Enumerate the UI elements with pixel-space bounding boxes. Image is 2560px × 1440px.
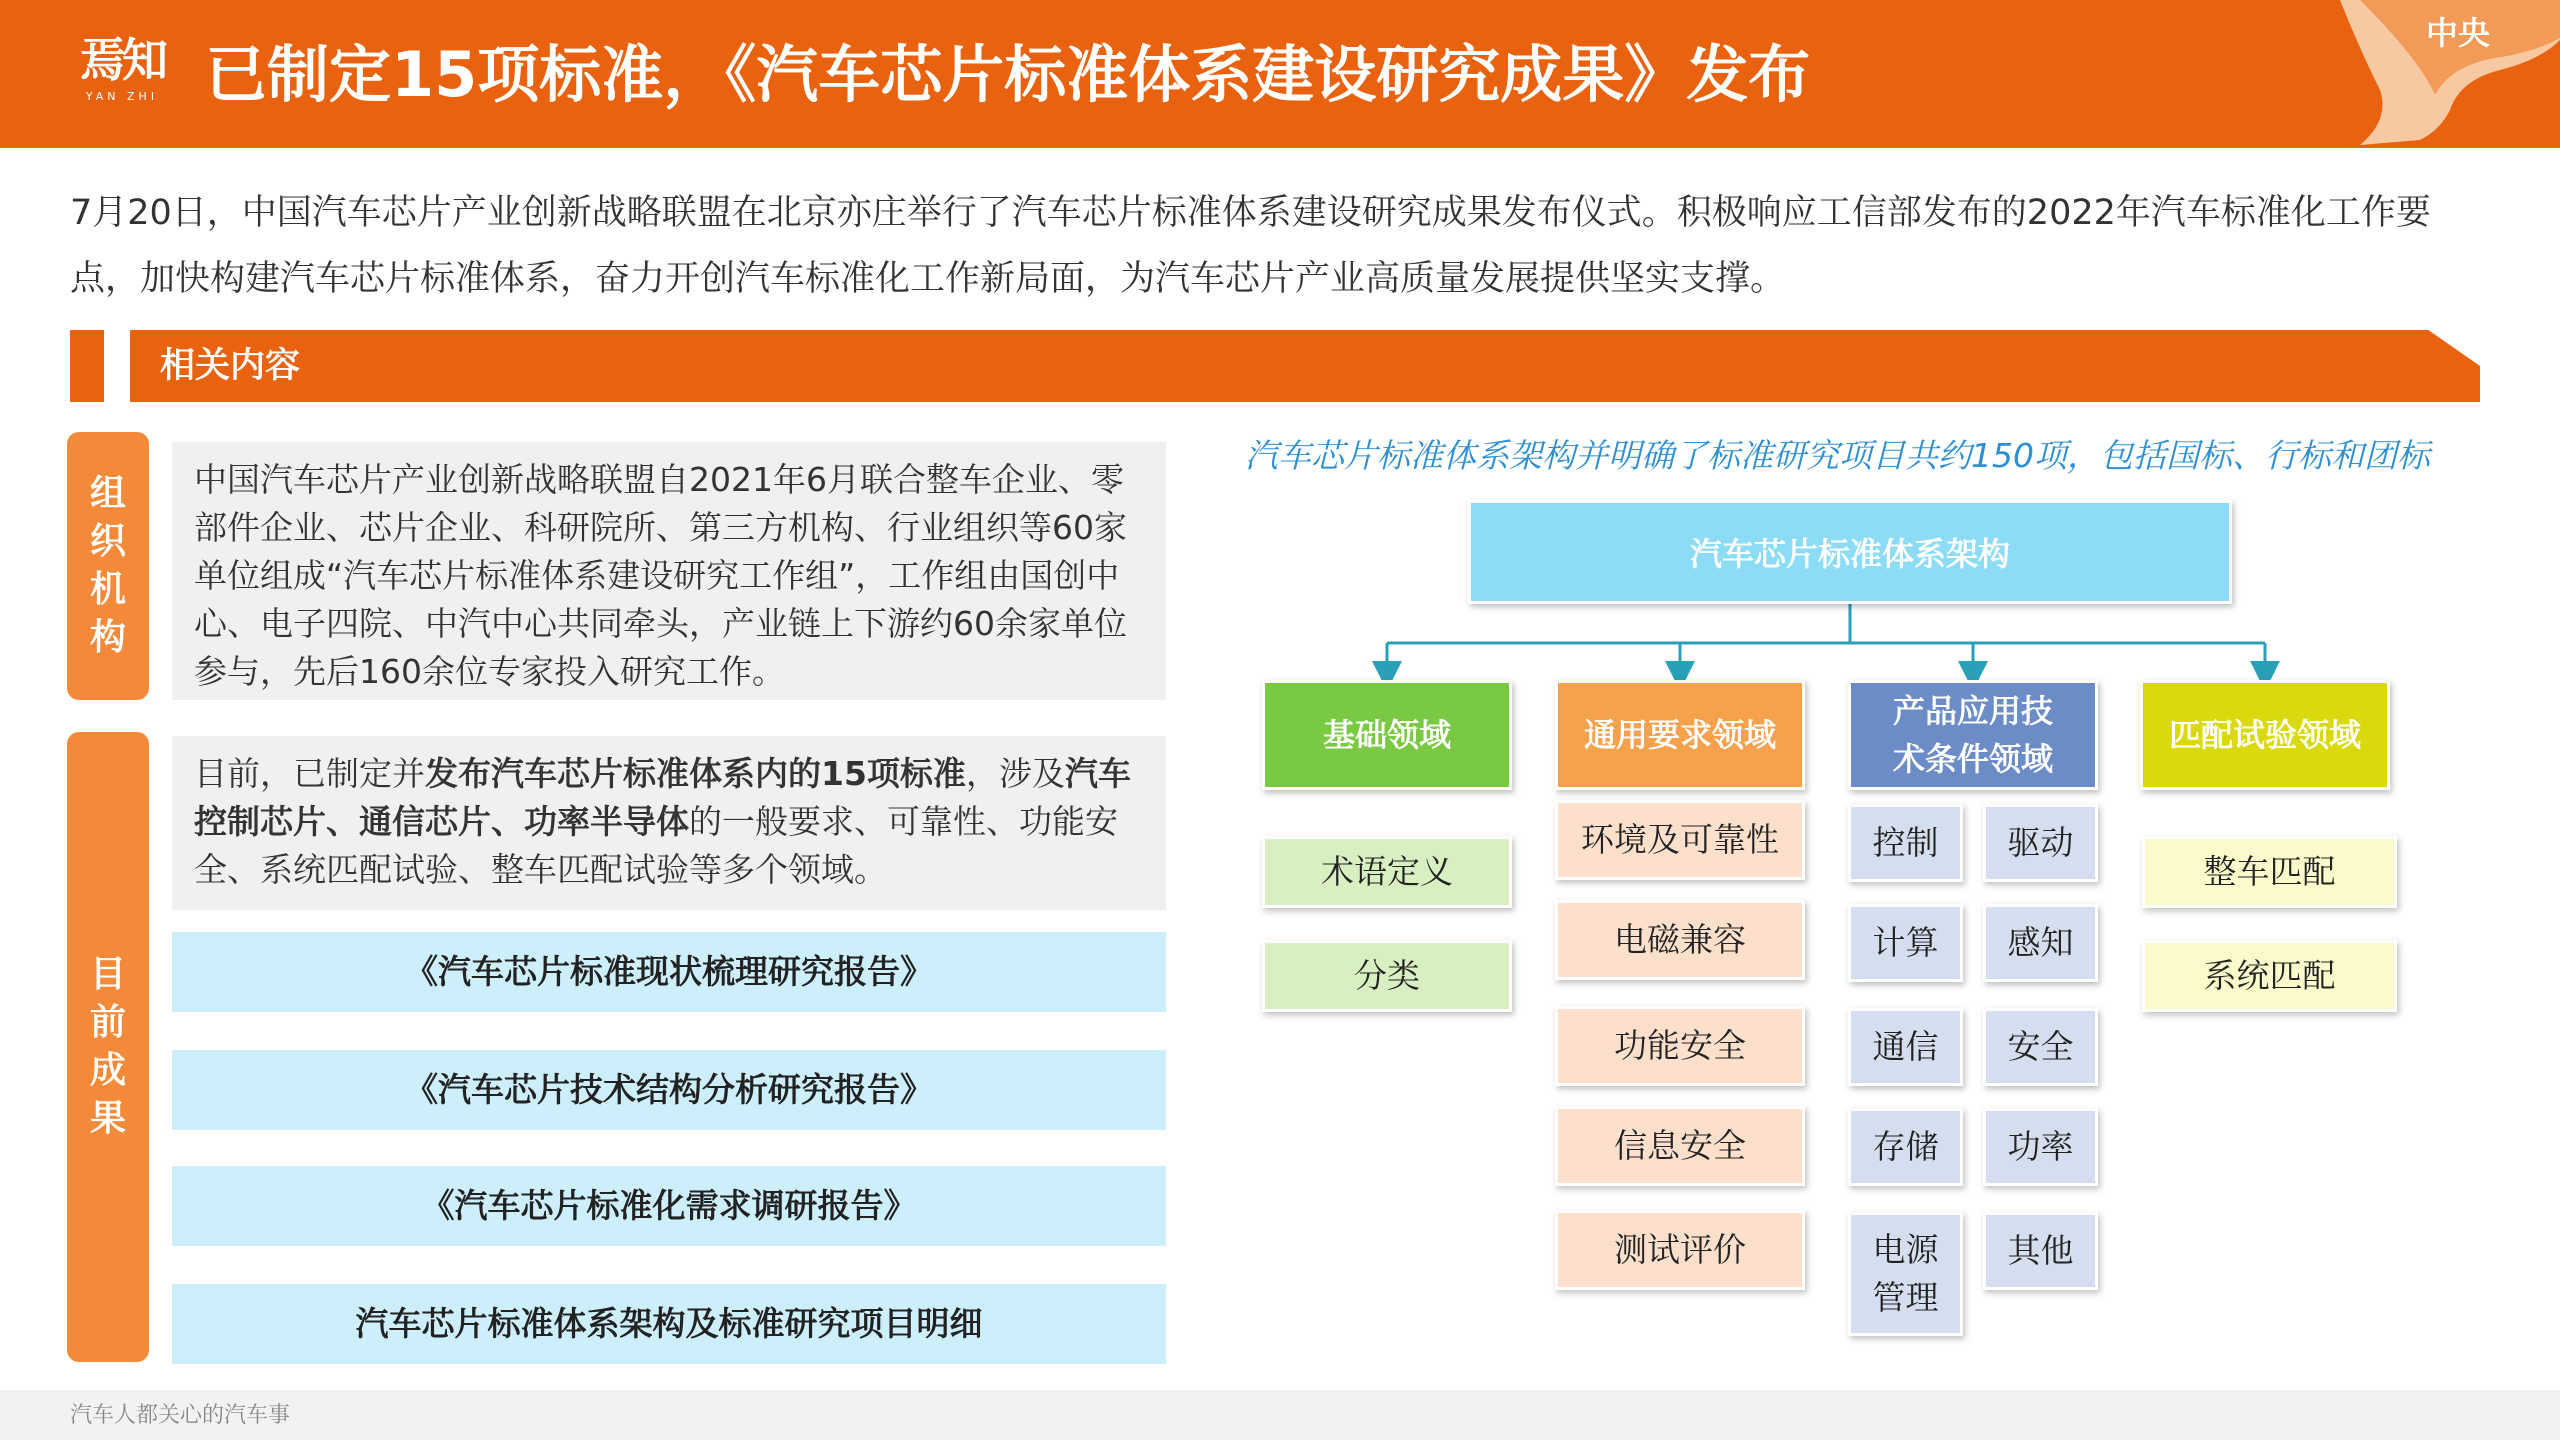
page-title: 已制定15项标准，《汽车芯片标准体系建设研究成果》发布 [205, 38, 1811, 111]
leaf-product: 控制 [1848, 804, 1963, 882]
diagram-root-node: 汽车芯片标准体系架构 [1468, 500, 2232, 604]
leaf-basic: 术语定义 [1262, 836, 1512, 908]
category-basic: 基础领域 [1262, 680, 1512, 790]
report-item: 《汽车芯片标准化需求调研报告》 [172, 1166, 1166, 1246]
results-text: ，涉及 [965, 754, 1065, 793]
section-accent [70, 330, 104, 402]
leaf-product: 通信 [1848, 1008, 1963, 1086]
leaf-general: 功能安全 [1555, 1006, 1805, 1086]
leaf-general: 环境及可靠性 [1555, 800, 1805, 880]
org-description: 中国汽车芯片产业创新战略联盟自2021年6月联合整车企业、零部件企业、芯片企业、科研院所、第三方机构、行业组织等60家单位组成“汽车芯片标准体系建设研究工作组”，工作组由国创中心、电子四院、中汽中心共同牵头，产业链上下游约60余家单位参与，先后160余位专家投入研究工作。 [172, 442, 1166, 700]
report-item: 《汽车芯片标准现状梳理研究报告》 [172, 932, 1166, 1012]
leaf-product: 感知 [1983, 904, 2098, 982]
logo-glyphs: 焉知 [80, 33, 164, 87]
logo-subtitle: YAN ZHI [85, 90, 159, 103]
section-title: 相关内容 [160, 346, 301, 386]
leaf-general: 测试评价 [1555, 1210, 1805, 1290]
leaf-product: 功率 [1983, 1108, 2098, 1186]
leaf-product: 其他 [1983, 1212, 2098, 1290]
leaf-matching: 整车匹配 [2142, 836, 2397, 908]
brand-logo [70, 24, 174, 128]
org-label: 组织机构 [67, 432, 149, 700]
results-text: 目前，已制定并 [194, 754, 425, 793]
results-text-bold: 汽车控制芯片、通信芯片、功率半导体 [194, 754, 1131, 841]
category-matching: 匹配试验领域 [2140, 680, 2390, 790]
leaf-product: 电源管理 [1848, 1212, 1963, 1336]
category-product: 产品应用技术条件领域 [1848, 680, 2098, 790]
diagram-caption: 汽车芯片标准体系架构并明确了标准研究项目共约150项，包括国标、行标和团标 [1245, 436, 2430, 475]
leaf-product: 安全 [1983, 1008, 2098, 1086]
report-item: 《汽车芯片技术结构分析研究报告》 [172, 1050, 1166, 1130]
leaf-matching: 系统匹配 [2142, 940, 2397, 1012]
corner-label: 中央 [2425, 14, 2490, 52]
leaf-product: 计算 [1848, 904, 1963, 982]
leaf-general: 电磁兼容 [1555, 900, 1805, 980]
results-text: 的一般要求、可靠性、功能安全、系统匹配试验、整车匹配试验等多个领域。 [194, 802, 1118, 889]
results-label: 目前成果 [67, 732, 149, 1362]
report-item: 汽车芯片标准体系架构及标准研究项目明细 [172, 1284, 1166, 1364]
section-bar [130, 330, 2480, 402]
results-text-bold: 发布汽车芯片标准体系内的15项标准 [425, 754, 966, 793]
leaf-general: 信息安全 [1555, 1106, 1805, 1186]
leaf-basic: 分类 [1262, 940, 1512, 1012]
footer-bar [0, 1390, 2560, 1440]
leaf-product: 存储 [1848, 1108, 1963, 1186]
intro-paragraph: 7月20日，中国汽车芯片产业创新战略联盟在北京亦庄举行了汽车芯片标准体系建设研究成果发布仪式。积极响应工信部发布的2022年汽车标准化工作要点，加快构建汽车芯片标准体系，奋力开创汽车标准化工作新局面，为汽车芯片产业高质量发展提供坚实支撑。 [70, 193, 2431, 299]
leaf-product: 驱动 [1983, 804, 2098, 882]
category-general: 通用要求领域 [1555, 680, 1805, 790]
footer-text: 汽车人都关心的汽车事 [70, 1403, 291, 1428]
results-description [172, 736, 1166, 910]
